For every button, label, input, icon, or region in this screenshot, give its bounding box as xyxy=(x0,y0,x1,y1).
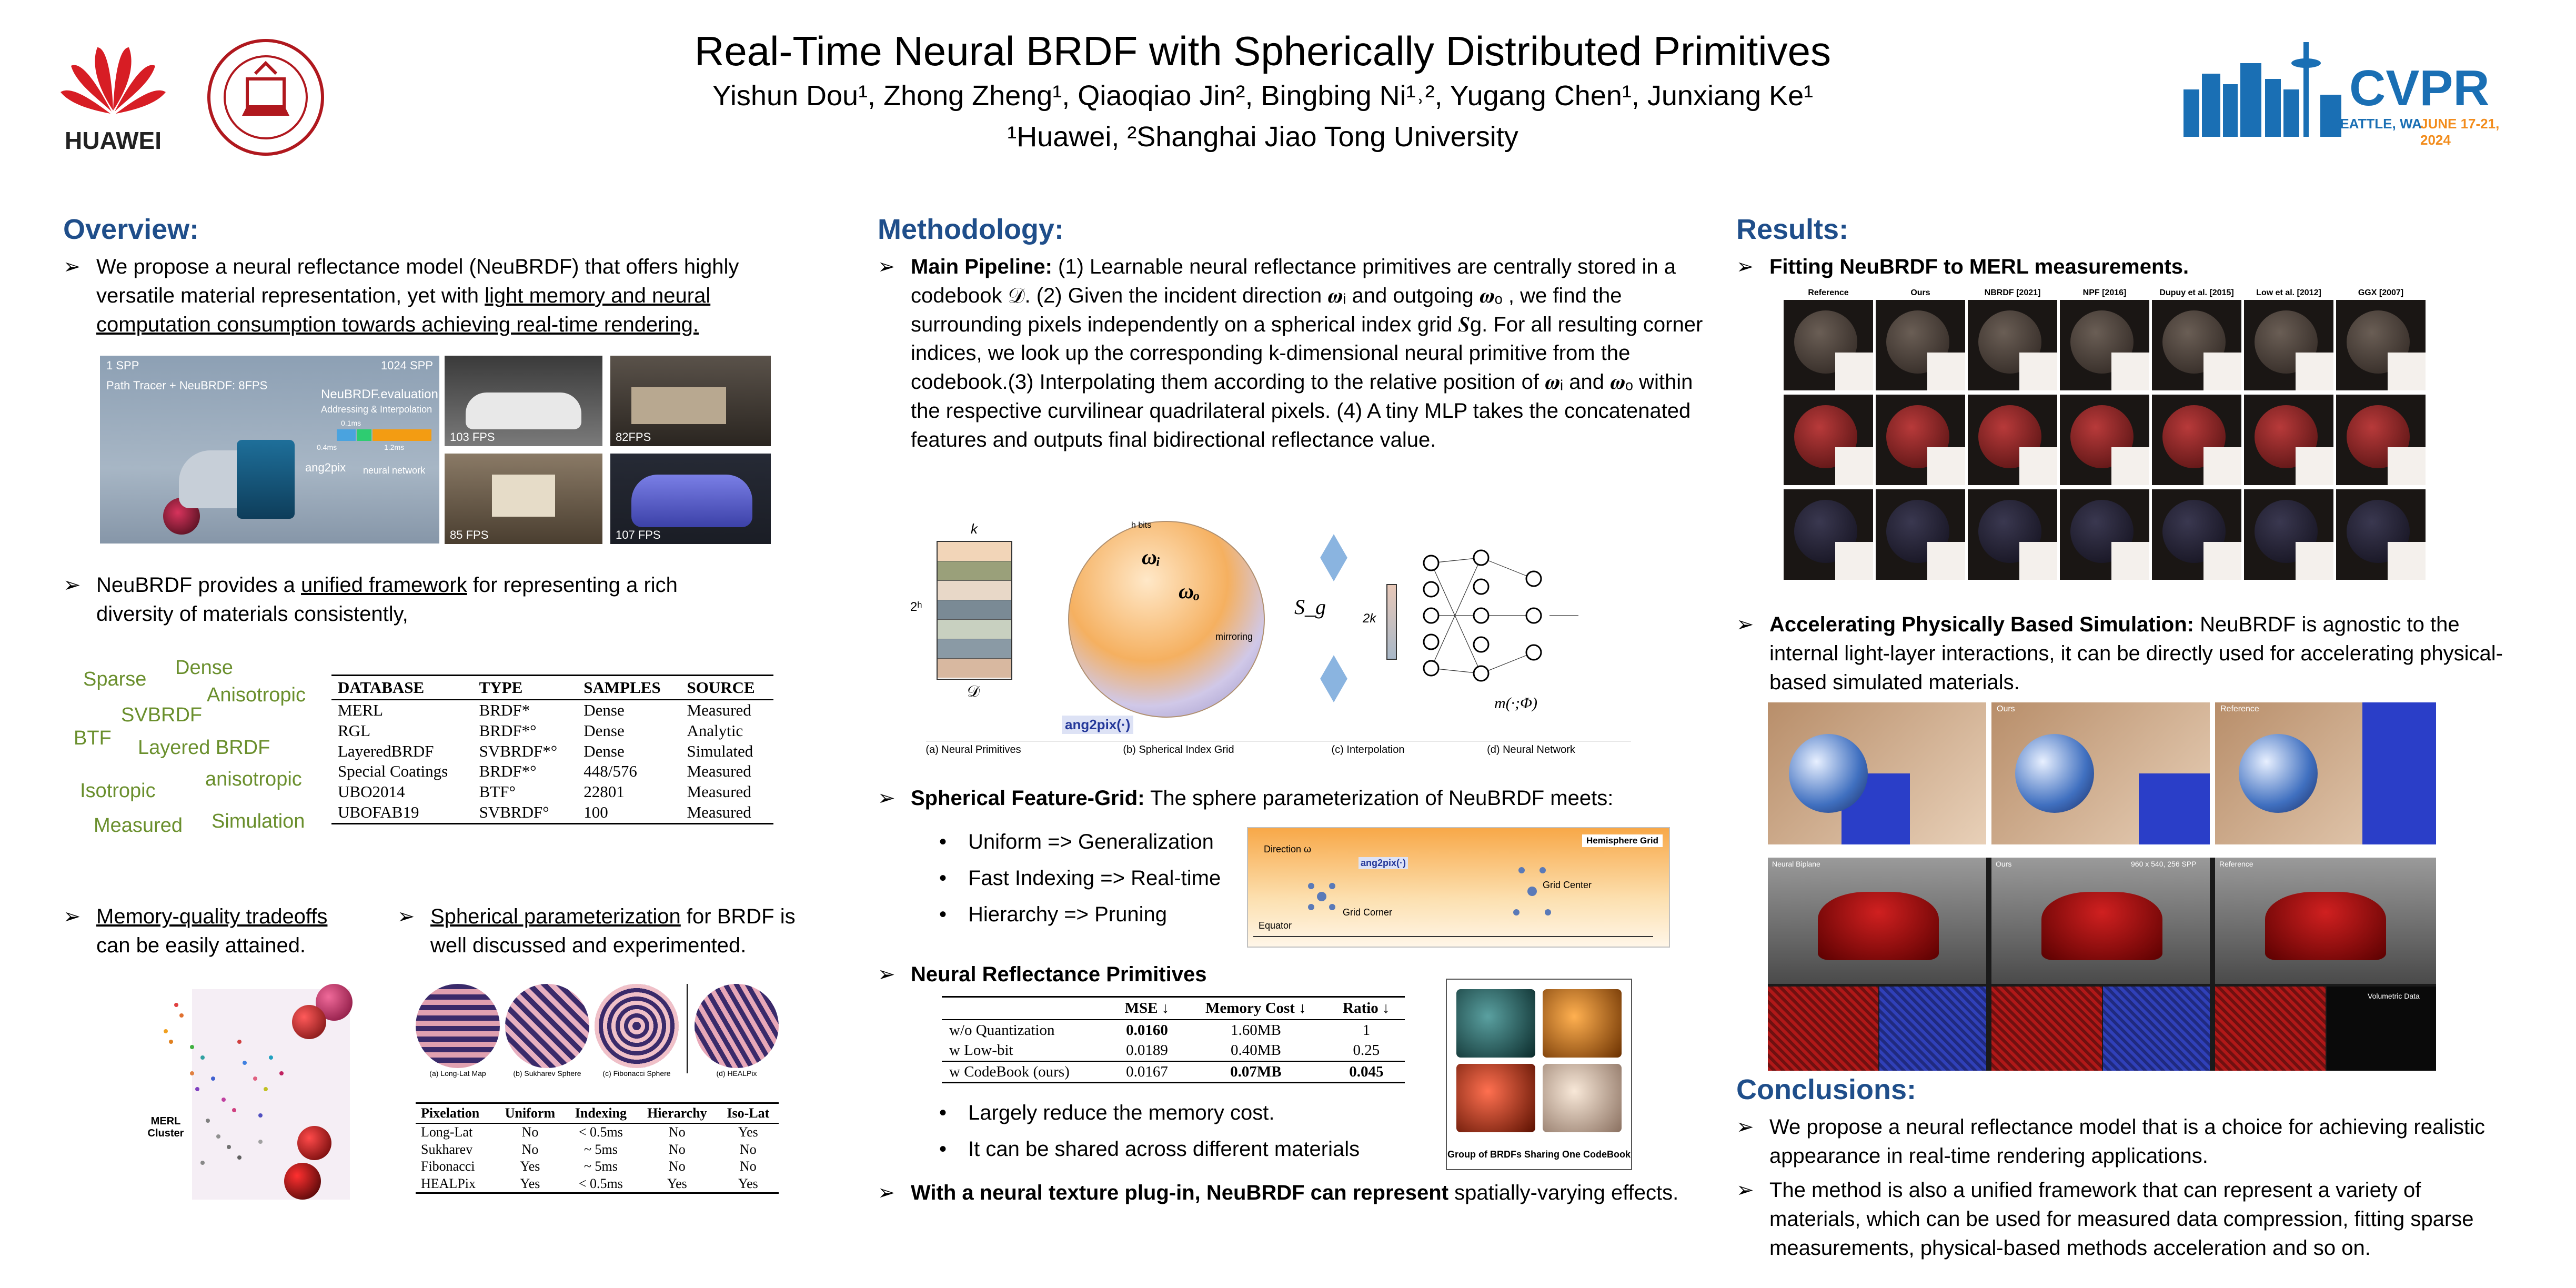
grid-item: • Uniform => Generalization xyxy=(968,828,1214,857)
merl-render-cell xyxy=(2244,489,2333,580)
table-row: RGL BRDF*° Dense Analytic xyxy=(338,721,743,740)
merl-comparison-grid xyxy=(1736,288,2441,586)
merl-cluster-figure xyxy=(134,984,355,1205)
ang2pix-label: ang2pix(·) xyxy=(1062,716,1133,734)
table-row: UBO2014 BTF° 22801 Measured xyxy=(338,782,751,801)
material-word: Layered BRDF xyxy=(138,737,270,759)
material-word: Dense xyxy=(175,657,233,679)
sim-reference-label: Reference xyxy=(2220,705,2259,713)
hbits-label: h bits xyxy=(1131,521,1152,530)
merl-render-cell xyxy=(1784,300,1873,390)
cvpr-wordmark: CVPR xyxy=(2349,60,2490,116)
merl-col-label: Reference xyxy=(1808,288,1849,297)
table-row: w Low-bit 0.0189 0.40MB 0.25 xyxy=(949,1042,1380,1059)
merl-render-cell xyxy=(2336,300,2426,390)
mem-col-header: Memory Cost ↓ xyxy=(1184,997,1328,1020)
table-row: LayeredBRDF SVBRDF*° Dense Simulated xyxy=(338,741,753,760)
codebook-D-label: 𝒟 xyxy=(967,683,980,700)
pipeline-caption: (c) Interpolation xyxy=(1331,744,1405,756)
cvpr-logo xyxy=(2173,32,2531,148)
merl-render-cell xyxy=(2060,395,2149,485)
material-word: Anisotropic xyxy=(207,684,306,706)
table-row: Long-Lat No < 0.5ms No Yes xyxy=(421,1124,758,1140)
spp1024-label: 1024 SPP xyxy=(380,359,433,372)
table-row: Special Coatings BRDF*° 448/576 Measured xyxy=(338,762,751,781)
ang2pix-label: ang2pix xyxy=(305,461,346,474)
merl-col-label: NBRDF [2021] xyxy=(1984,288,2041,297)
eval-label: NeuBRDF.evaluation xyxy=(321,387,438,401)
cloth-spp: 960 x 540, 256 SPP xyxy=(2131,860,2197,868)
hemi-ang2pix: ang2pix(·) xyxy=(1359,857,1408,869)
car-render-2 xyxy=(610,454,771,544)
poster-title: Real-Time Neural BRDF with Spherically Distributed Primitives xyxy=(694,28,1831,74)
hemi-equator: Equator xyxy=(1259,920,1292,931)
spp1-label: 1 SPP xyxy=(106,359,139,372)
arrow-bullet-icon: ➢ xyxy=(878,1181,895,1204)
merl-render-cell xyxy=(2336,489,2426,580)
merl-render-cell xyxy=(2244,395,2333,485)
arrow-bullet-icon: ➢ xyxy=(1736,613,1754,636)
pipeline-caption: (d) Neural Network xyxy=(1487,744,1575,756)
sukharev-sphere xyxy=(505,984,589,1068)
group-caption: Group of BRDFs Sharing One CodeBook xyxy=(1447,1149,1631,1160)
timing-bar xyxy=(337,429,431,441)
interp-diamond-bottom xyxy=(1320,655,1347,702)
merl-render-cell xyxy=(1968,300,2057,390)
sg-label: S_g xyxy=(1294,595,1326,619)
t1-label: 0.1ms xyxy=(341,419,361,427)
hemisphere-grid-figure xyxy=(1247,827,1670,948)
sim-globe-row xyxy=(1768,702,2436,844)
mlp-label: m(·;Φ) xyxy=(1494,695,1537,712)
overview-b3-underline: Memory-quality tradeoffs xyxy=(96,905,328,928)
merl-render-cell xyxy=(2244,300,2333,390)
mirroring-label: mirroring xyxy=(1215,631,1253,642)
healpix-sphere xyxy=(695,984,779,1068)
overview-b4-post: for BRDF is well discussed and experimented. xyxy=(430,905,796,957)
huawei-petals-icon xyxy=(53,37,174,126)
huawei-wordmark: HUAWEI xyxy=(65,127,162,154)
material-word: Isotropic xyxy=(80,780,156,802)
db-col-header: SOURCE xyxy=(681,676,773,700)
merl-render-cell xyxy=(2060,300,2149,390)
material-word: anisotropic xyxy=(205,768,302,790)
2h-label: 2ʰ xyxy=(910,600,922,614)
sjtu-seal-icon xyxy=(205,37,326,158)
table-row: w/o Quantization 0.0160 1.60MB 1 xyxy=(949,1022,1371,1039)
results-heading: Results: xyxy=(1736,214,1849,245)
sphere-cap: (c) Fibonacci Sphere xyxy=(602,1069,671,1078)
grid-item: • Hierarchy => Pruning xyxy=(968,900,1167,929)
fps3-label: 85 FPS xyxy=(450,528,489,541)
cvpr-place: SEATTLE, WA xyxy=(2331,116,2422,132)
pipeline-caption: (b) Spherical Index Grid xyxy=(1123,744,1234,756)
merl-render-cell xyxy=(2060,489,2149,580)
final-bold: With a neural texture plug-in, NeuBRDF can represent xyxy=(911,1181,1449,1204)
kitchen-render xyxy=(610,356,771,446)
arrow-bullet-icon: ➢ xyxy=(63,255,81,278)
cluster-dots-icon xyxy=(134,984,355,1205)
material-word: Simulation xyxy=(212,810,305,832)
overview-b3-post: can be easily attained. xyxy=(96,933,306,957)
db-col-header: TYPE xyxy=(473,676,578,700)
longlat-sphere xyxy=(416,984,500,1068)
merl-render-cell xyxy=(2152,395,2241,485)
grid-label: Spherical Feature-Grid: xyxy=(911,787,1145,810)
memory-table xyxy=(942,996,1405,1083)
merl-render-cell xyxy=(1784,395,1873,485)
fibonacci-sphere xyxy=(595,984,679,1068)
material-word: BTF xyxy=(74,727,112,749)
pixelation-spheres xyxy=(413,984,781,1079)
merl-col-label: Ours xyxy=(1910,288,1930,297)
pixelation-table xyxy=(416,1102,779,1194)
hemi-title: Hemisphere Grid xyxy=(1582,834,1663,847)
arrow-bullet-icon: ➢ xyxy=(1736,1115,1754,1139)
fps2-label: 82FPS xyxy=(616,430,651,444)
vespa-render-figure xyxy=(100,356,439,544)
volumetric-label: Volumetric Data xyxy=(2368,992,2420,1000)
pix-col-header: Uniform xyxy=(495,1103,565,1124)
merl-col-label: Low et al. [2012] xyxy=(2256,288,2321,297)
table-row: HEALPix Yes < 0.5ms Yes Yes xyxy=(416,1175,779,1193)
conclusion-1-text: We propose a neural reflectance model that is a choice for achieving realistic appearance in real-time rendering applications. xyxy=(1769,1115,2485,1168)
fps1-label: 103 FPS xyxy=(450,430,495,444)
pipeline-figure xyxy=(905,521,1642,763)
merl-col-label: Dupuy et al. [2015] xyxy=(2159,288,2234,297)
results-r2-label: Accelerating Physically Based Simulation: xyxy=(1769,613,2194,636)
merl-render-cell xyxy=(2152,489,2241,580)
overview-b4-underline: Spherical parameterization xyxy=(430,905,681,928)
index-grid-sphere xyxy=(1068,521,1265,718)
arrow-bullet-icon: ➢ xyxy=(1736,1179,1754,1202)
nrp-item: • Largely reduce the memory cost. xyxy=(968,1099,1274,1128)
fps4-label: 107 FPS xyxy=(616,528,661,541)
merl-render-cell xyxy=(1784,489,1873,580)
pipeline-caption: (a) Neural Primitives xyxy=(925,744,1021,756)
cloth-render-row xyxy=(1768,858,2436,1071)
cloth-reference: Reference xyxy=(2219,860,2253,868)
merl-cluster-label: MERL Cluster xyxy=(147,1115,184,1139)
db-col-header: DATABASE xyxy=(331,676,473,700)
sim-ours-label: Ours xyxy=(1997,705,2015,713)
hemi-center: Grid Center xyxy=(1543,880,1592,890)
arrow-bullet-icon: ➢ xyxy=(63,905,81,928)
material-word: Measured xyxy=(94,814,183,837)
merl-render-cell xyxy=(1968,489,2057,580)
mem-col-header xyxy=(942,997,1110,1020)
mlp-network-icon xyxy=(1410,542,1584,689)
sphere-cap: (d) HEALPix xyxy=(716,1069,757,1078)
nrp-item: • It can be shared across different materials xyxy=(968,1135,1360,1164)
merl-render-cell xyxy=(1968,395,2057,485)
overview-b2-underline: unified framework xyxy=(301,573,467,597)
results-r2-text: NeuBRDF is agnostic to the internal light-layer interactions, it can be directly used for accelerating physical-based simulated materials. xyxy=(1769,613,2503,694)
results-r1: Fitting NeuBRDF to MERL measurements. xyxy=(1769,255,2189,278)
conclusion-2-text: The method is also a unified framework that can represent a variety of materials, which can be used for measured data compression, fitting sparse measurements, physical-based methods acceleration and so on. xyxy=(1769,1179,2474,1260)
path-tracer-label: Path Tracer + NeuBRDF: 8FPS xyxy=(106,379,268,392)
sphere-cap: (a) Long-Lat Map xyxy=(429,1069,486,1078)
grid-points-icon xyxy=(1248,828,1669,947)
table-row: MERL BRDF* Dense Measured xyxy=(338,701,751,719)
grid-text: The sphere parameterization of NeuBRDF meets: xyxy=(1144,787,1614,810)
arrow-bullet-icon: ➢ xyxy=(878,787,895,810)
merl-render-cell xyxy=(1876,395,1965,485)
pix-col-header: Pixelation xyxy=(416,1103,495,1124)
sjtu-logo xyxy=(205,37,326,158)
db-col-header: SAMPLES xyxy=(577,676,680,700)
mem-col-header: Ratio ↓ xyxy=(1328,997,1405,1020)
overview-heading: Overview: xyxy=(63,214,199,245)
arrow-bullet-icon: ➢ xyxy=(63,573,81,597)
merl-render-cell xyxy=(2336,395,2426,485)
table-row: UBOFAB19 SVBRDF° 100 Measured xyxy=(331,802,773,823)
arrow-bullet-icon: ➢ xyxy=(397,905,415,928)
pix-col-header: Iso-Lat xyxy=(718,1103,779,1124)
grid-item: • Fast Indexing => Real-time xyxy=(968,864,1221,893)
overview-b2-pre: NeuBRDF provides a xyxy=(96,573,301,597)
pix-col-header: Hierarchy xyxy=(637,1103,718,1124)
addr-label: Addressing & Interpolation xyxy=(321,404,432,415)
room-render xyxy=(445,454,602,544)
cvpr-date: JUNE 17-21, 2024 xyxy=(2420,116,2500,148)
table-row: Fibonacci Yes ~ 5ms No No xyxy=(421,1159,757,1174)
material-word: SVBRDF xyxy=(121,704,203,726)
omega-o-label: ωₒ xyxy=(1179,579,1200,603)
merl-render-cell xyxy=(1876,300,1965,390)
final-rest: spatially-varying effects. xyxy=(1448,1181,1679,1204)
overview-b1-underline: light memory and neural computation consumption towards achieving real-time rendering. xyxy=(96,284,711,336)
car-render-1 xyxy=(445,356,602,446)
overview-b1-text: We propose a neural reflectance model (NeuBRDF) that offers highly versatile material representation, yet with xyxy=(96,255,739,307)
2k-label: 2k xyxy=(1363,611,1376,626)
pix-col-header: Indexing xyxy=(565,1103,637,1124)
main-pipeline-text: (1) Learnable neural reflectance primitives are centrally stored in a codebook 𝒟. (2) Given the incident direction 𝝎ᵢ and outgoing 𝝎ₒ , we find the surrounding pixels independently on a spherical index grid 𝑺g. For all resulting corner indices, we look up the corresponding k-dimensional neural primitive from the codebook.(3) Interpolating them according to the relative position of 𝝎ᵢ and 𝝎ₒ within the respective curvilinear quadrilateral pixels. (4) A tiny MLP takes the concatenated features and outputs final bidirectional reflectance value. xyxy=(911,255,1703,451)
merl-col-label: GGX [2007] xyxy=(2358,288,2404,297)
hemi-direction: Direction ω xyxy=(1264,844,1312,854)
table-row: w CodeBook (ours) 0.0167 0.07MB 0.045 xyxy=(942,1061,1405,1083)
vespa-shape xyxy=(132,429,300,535)
nn-label: neural network xyxy=(363,465,426,476)
mem-col-header: MSE ↓ xyxy=(1110,997,1184,1020)
author-list: Yishun Dou¹, Zhong Zheng¹, Qiaoqiao Jin², Bingbing Ni¹˒², Yugang Chen¹, Junxiang Ke¹ xyxy=(712,80,1814,112)
cloth-neural-biplane: Neural Biplane xyxy=(1772,860,1820,868)
codebook-group-figure xyxy=(1446,979,1632,1170)
overview-b2-post: for representing a rich diversity of materials consistently, xyxy=(96,573,678,626)
material-word: Sparse xyxy=(83,668,147,690)
cloth-ours: Ours xyxy=(1996,860,2012,868)
k-label: k xyxy=(971,521,978,537)
merl-col-label: NPF [2016] xyxy=(2082,288,2127,297)
table-row: Sukharev No ~ 5ms No No xyxy=(421,1141,757,1157)
arrow-bullet-icon: ➢ xyxy=(878,963,895,986)
conclusions-heading: Conclusions: xyxy=(1736,1074,1917,1105)
feature-vector xyxy=(1386,584,1397,660)
arrow-bullet-icon: ➢ xyxy=(1736,255,1754,278)
methodology-heading: Methodology: xyxy=(878,214,1064,245)
database-table xyxy=(331,675,773,824)
merl-render-cell xyxy=(2152,300,2241,390)
hemi-corner: Grid Corner xyxy=(1343,907,1393,918)
omega-i-label: ωᵢ xyxy=(1142,545,1161,569)
affiliations: ¹Huawei, ²Shanghai Jiao Tong University xyxy=(1007,121,1518,153)
sphere-cap: (b) Sukharev Sphere xyxy=(513,1069,581,1078)
merl-render-cell xyxy=(1876,489,1965,580)
main-pipeline-label: Main Pipeline: xyxy=(911,255,1052,278)
nrp-label: Neural Reflectance Primitives xyxy=(911,963,1207,986)
huawei-logo xyxy=(53,37,174,158)
codebook-grid xyxy=(937,541,1012,680)
t3-label: 1.2ms xyxy=(384,443,405,451)
t2-label: 0.4ms xyxy=(317,443,337,451)
arrow-bullet-icon: ➢ xyxy=(878,255,895,278)
interp-diamond-top xyxy=(1320,534,1347,581)
